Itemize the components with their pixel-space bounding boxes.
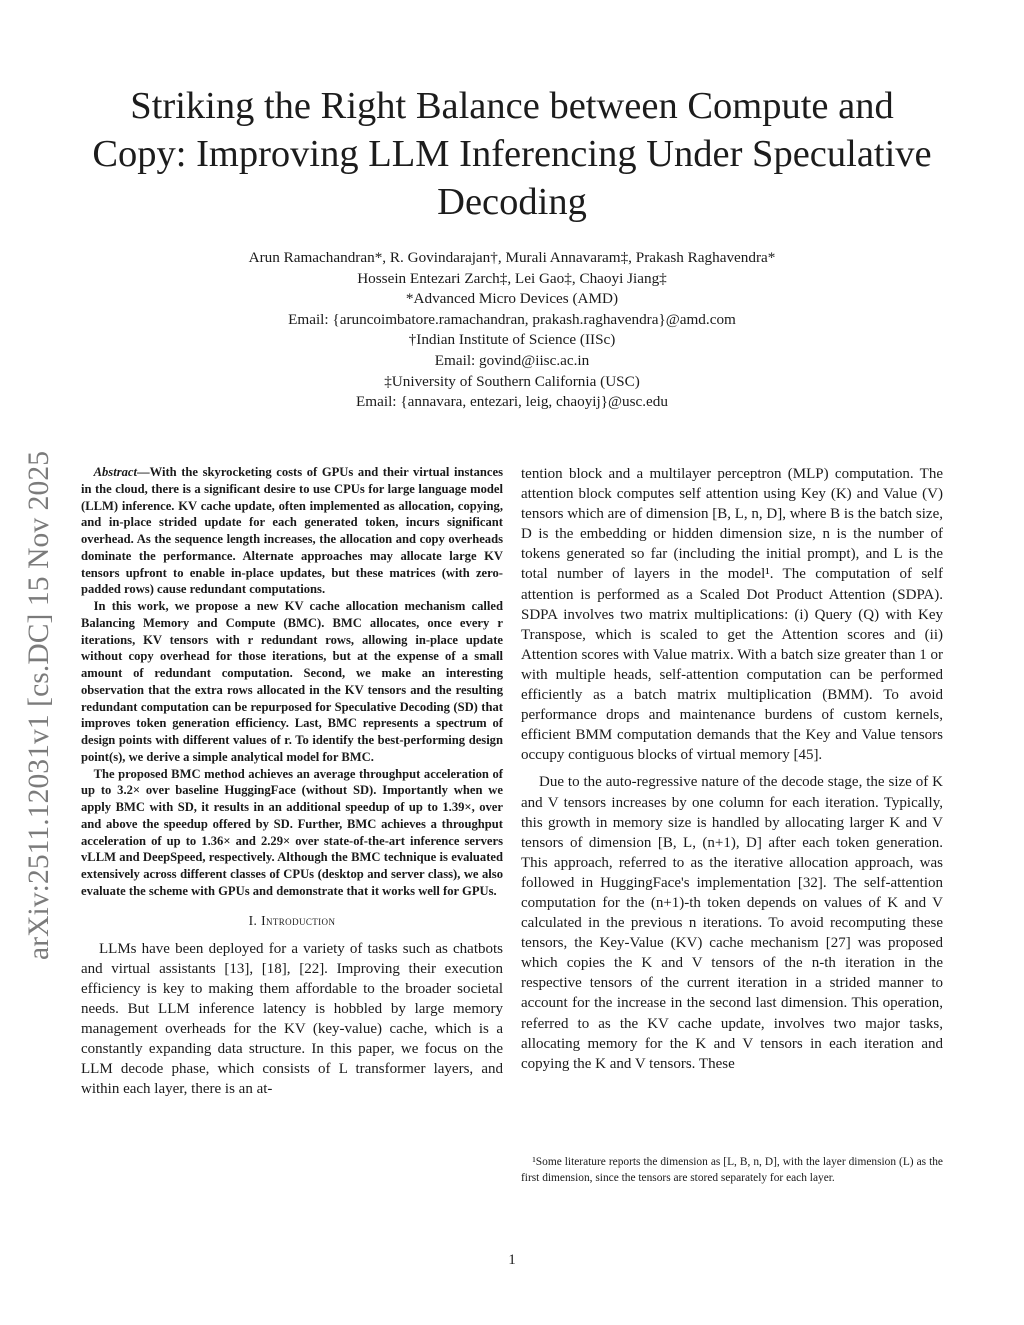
footnote-1: ¹Some literature reports the dimension as [L, B, n, D], with the layer dimension (L) as the first dimension, since the tensors are stored separately for each layer. [521,1156,943,1184]
right-paragraph-2: Due to the auto-regressive nature of the decode stage, the size of K and V tensors increases by one column for each iteration. Typically, this growth in memory size is handled by allocating larger K and V tensors of dimension [B, L, (n+1), D] after each token generation. This approach, referred to as the iterative allocation approach, was followed in HuggingFace's implementation [32]. The self-attention computation for the (n+1)-th token depends on values of K and V calculated in the previous n iterations. To avoid recomputing these tensors, the Key-Value (KV) cache mechanism [27] was proposed which copies the K and V tensors of the n-th iteration in the respective tensors of the current iteration in a strided manner to account for the increase in the second last dimension. This operation, referred to as the KV cache update, involves two major tasks, allocating memory for the K and V tensors in each iteration and copying the K and V tensors. These [521,774,943,1072]
arxiv-identifier: arXiv:2511.12031v1 [cs.DC] 15 Nov 2025 [23,450,55,960]
author-block [60,248,964,413]
page-number: 1 [508,1252,516,1268]
affiliation-amd: *Advanced Micro Devices (AMD) [405,290,619,308]
affiliation-usc: ‡University of Southern California (USC) [384,372,640,390]
right-column [521,464,943,1074]
abstract [81,464,503,900]
abstract-paragraph-2: In this work, we propose a new KV cache allocation mechanism called Balancing Memory and Compute (BMC). BMC allocates, once every r iterations, KV tensors with r redundant rows, allowing in-place update without copy overhead for those iterations, but at the expense of a small amount of redundant computation. Second, we make an interesting observation that the extra rows allocated in the KV tensors and the resulting redundant computation can be repurposed for Speculative Decoding (SD) that improves token generation efficiency. Last, BMC represents a spectrum of design points with different values of r. To identify the best-performing design point(s), we derive a simple analytical model for BMC. [81,599,503,764]
paper-title: Striking the Right Balance between Compute and Copy: Improving LLM Inferencing Under Speculative Decoding [92,85,932,223]
authors-line-2: Hossein Entezari Zarch‡, Lei Gao‡, Chaoyi Jiang‡ [357,269,667,287]
left-column [81,464,503,1099]
abstract-paragraph-1: Abstract—With the skyrocketing costs of GPUs and their virtual instances in the cloud, there is a significant desire to use CPUs for large language model (LLM) inference. KV cache update, often implemented as allocation, copying, and in-place strided update for each generated token, incurs significant overhead. As the sequence length increases, the allocation and copy overheads dominate the performance. Alternate approaches may allocate large KV tensors upfront to enable in-place updates, but these matrices (with zero-padded rows) cause redundant computations. [81,465,503,597]
right-paragraph-1: tention block and a multilayer perceptron (MLP) computation. The attention block computes self attention using Key (K) and Value (V) tensors which are of dimension [B, L, n, D], where B is the batch size, D is the embedding or hidden dimension size, n is the number of tokens generated so far (including the initial prompt), and L is the total number of layers in the model¹. The computation of self attention is performed as a Scaled Dot Product Attention (SDPA). SDPA involves two matrix multiplications: (i) Query (Q) with Key Transpose, which is scaled to get the Attention scores and (ii) Attention scores with Value matrix. With a batch size greater than 1 or with multiple heads, self-attention computation can be performed efficiently as a batch matrix multiplication (BMM). To avoid performance drops and maintenance burdens of custom kernels, efficient BMM computation demands that the Key and Value tensors occupy contiguous blocks of virtual memory [45]. [521,466,943,764]
email-iisc: Email: govind@iisc.ac.in [434,351,590,369]
section-heading-introduction: I. Introduction [248,912,336,928]
intro-paragraph-1: LLMs have been deployed for a variety of tasks such as chatbots and virtual assistants [13], [18], [22]. Improving their execution efficiency is key to making them affordable to the broader societal needs. But LLM inference latency is hobbled by large memory management overheads for the KV (key-value) cache, which is a constantly expanding data structure. In this paper, we focus on the LLM decode phase, which consists of L transformer layers, and within each layer, there is an at- [81,940,503,1098]
email-usc: Email: {annavara, entezari, leig, chaoyij}@usc.edu [356,393,668,411]
email-amd: Email: {aruncoimbatore.ramachandran, prakash.raghavendra}@amd.com [288,310,736,328]
abstract-label: Abstract [93,465,137,479]
abstract-paragraph-3: The proposed BMC method achieves an average throughput acceleration of up to 3.2× over baseline HuggingFace (without SD). Importantly when we apply BMC with SD, it results in an additional speedup of up to 1.39×, over and above the speedup offered by SD. Further, BMC achieves a throughput acceleration of up to 1.36× and 2.29× over state-of-the-art inference servers vLLM and DeepSpeed, respectively. Although the BMC technique is evaluated extensively across different classes of CPUs (desktop and server class), we also evaluate the scheme with GPUs and demonstrate that it works well for GPUs. [81,766,503,898]
authors-line-1: Arun Ramachandran*, R. Govindarajan†, Murali Annavaram‡, Prakash Raghavendra* [248,249,776,266]
affiliation-iisc: †Indian Institute of Science (IISc) [408,331,616,349]
